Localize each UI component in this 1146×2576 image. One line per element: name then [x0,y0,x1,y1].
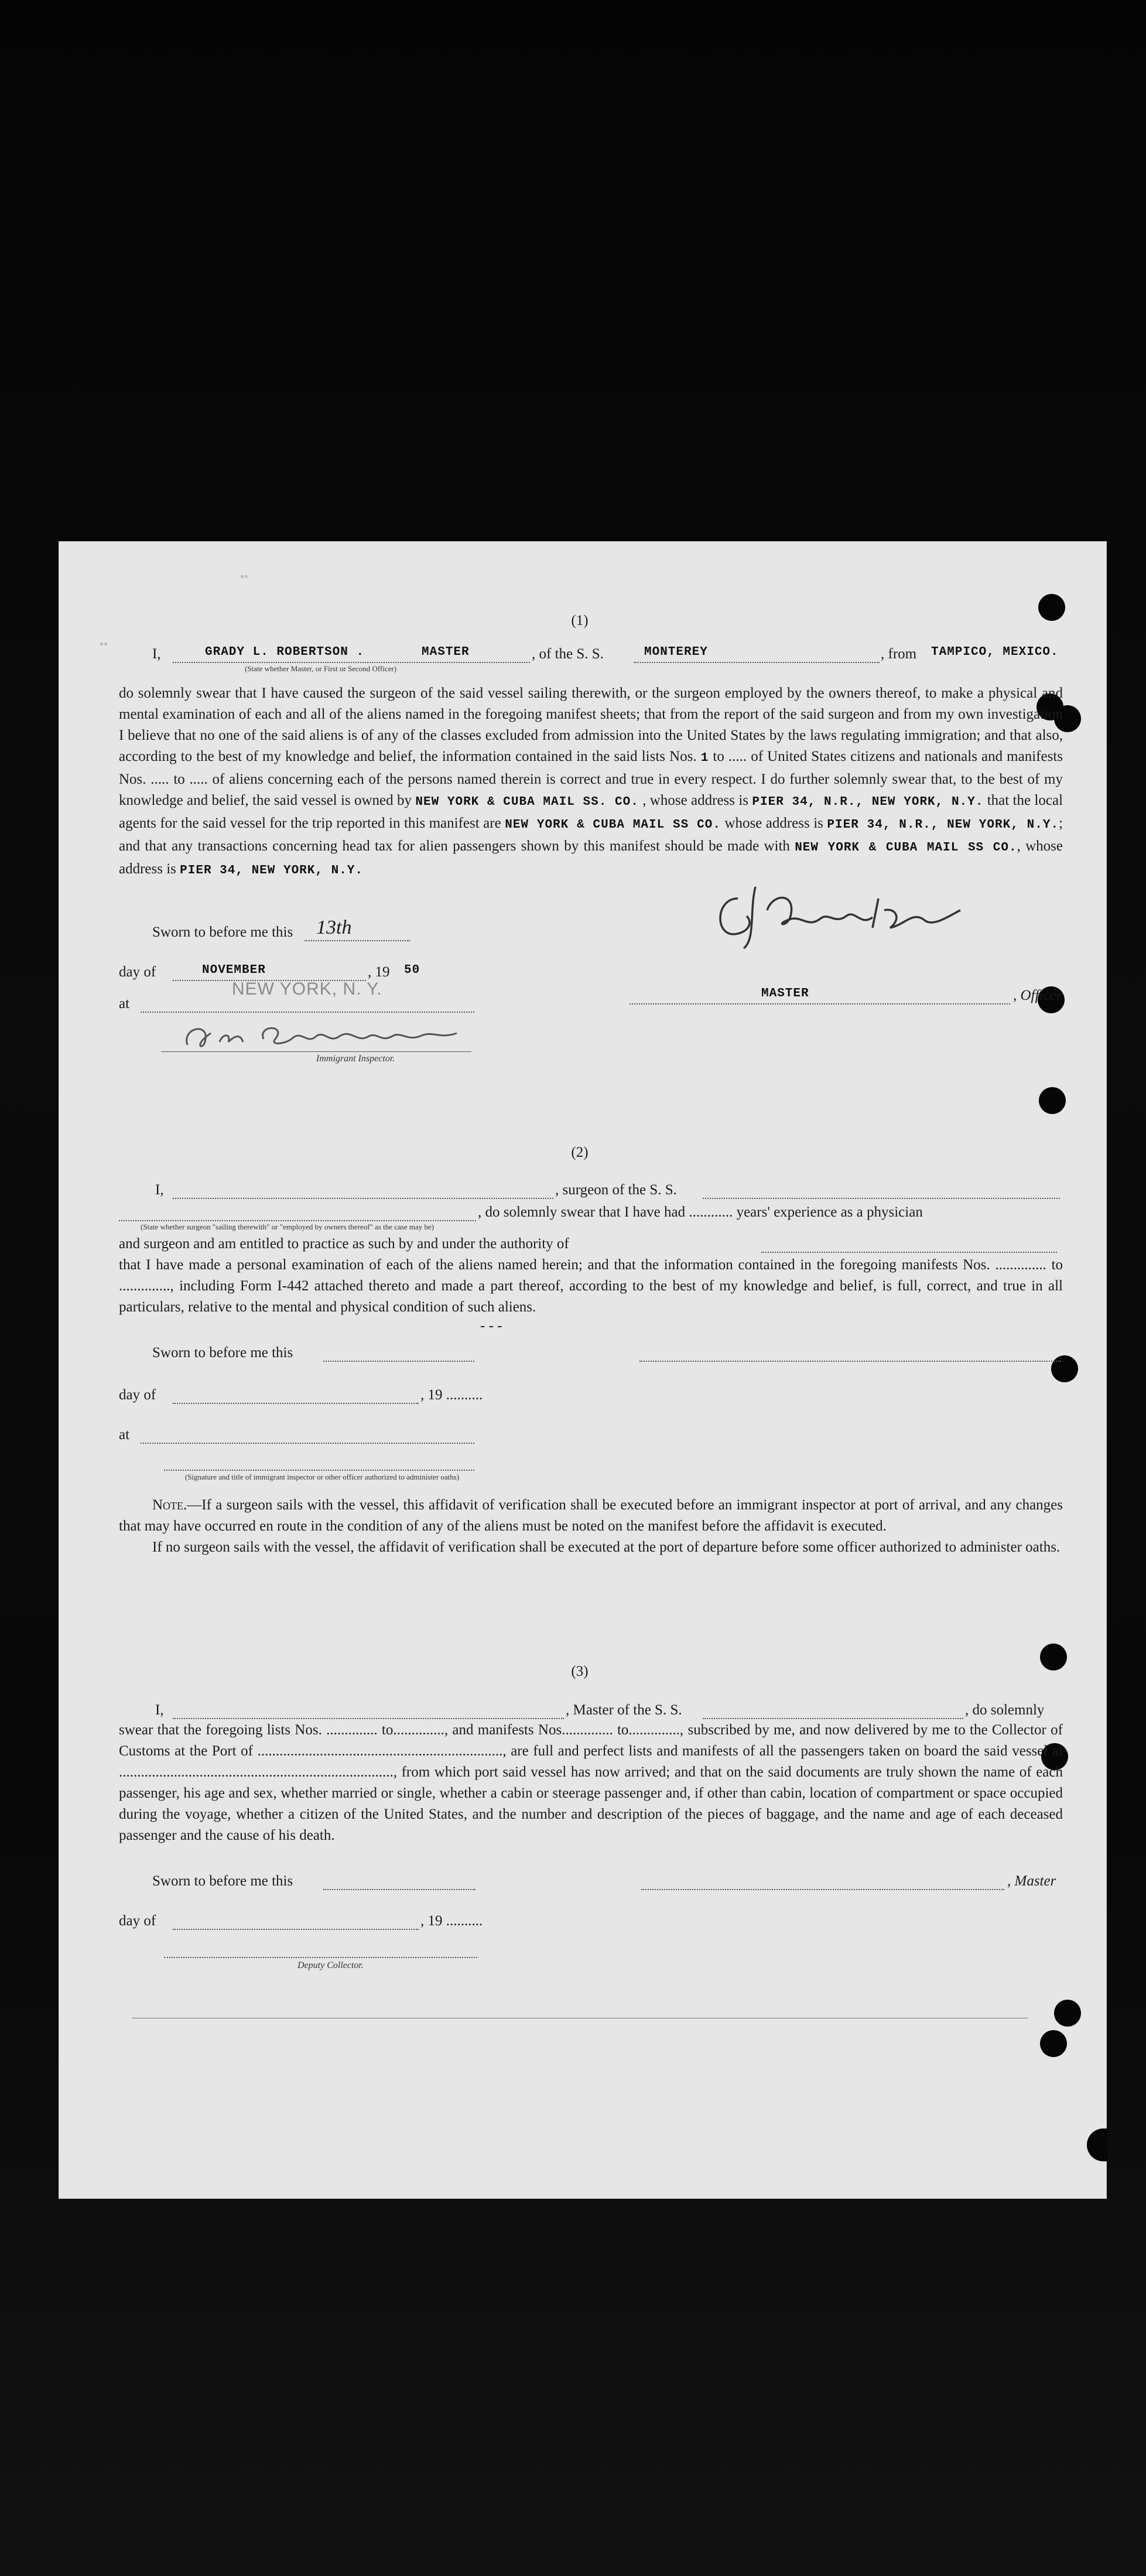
section-3-line1-solemnly: , do solemnly [965,1702,1045,1718]
section-1-body: do solemnly swear that I have caused the surgeon of the said vessel sailing therewith, or the surgeon employed by the owners thereof, to make a physical and mental examination of each and all of the aliens named in the foregoing manifest sheets; that from the report of the said surgeon and from my own investigation I believe that no one of the said aliens is of any of the classes excluded from admission into the United States by the laws regulating immigration; and that also, according to the best of my knowledge and belief, the information contained in the said lists Nos. 1 to ..... of United States citizens and nationals and manifests Nos. ..... to ..... of aliens concerning each of the persons named therein is correct and true in every respect. I do further solemnly swear that, to the best of my knowledge and belief, the said vessel is owned by NEW YORK & CUBA MAIL SS. CO. , whose address is PIER 34, N.R., NEW YORK, N.Y. that the local agents for the said vessel for the trip reported in this manifest are NEW YORK & CUBA MAIL SS CO. whose address is PIER 34, N.R., NEW YORK, N.Y.; and that any transactions concerning head tax for alien passengers shown by this manifest should be made with NEW YORK & CUBA MAIL SS CO., whose address is PIER 34, NEW YORK, N.Y. [119,685,1063,877]
bleed-through-mark: •• [100,638,108,651]
punch-hole [1054,2000,1081,2027]
section-2-signature-line [639,1360,1061,1362]
section-2-sworn-line [323,1360,474,1362]
sworn-day-line [305,939,410,941]
inspector-signature [176,1010,504,1057]
section-3-sworn-line [323,1888,475,1890]
section-3-sworn: Sworn to before me this [152,1873,293,1889]
sworn-day: 13th [316,917,352,938]
month: NOVEMBER [202,964,266,977]
section-2-at: at [119,1427,130,1443]
punch-hole [1040,2030,1067,2057]
section-2-line1-i: I, [155,1182,164,1198]
day-of-label: day of [119,964,156,980]
place-stamp: NEW YORK, N. Y. [232,979,382,999]
officer-line [630,1003,1010,1005]
section-2-sworn: Sworn to before me this [152,1345,293,1361]
from-port: TAMPICO, MEXICO. [931,645,1059,659]
vessel-name: MONTEREY [644,645,708,659]
section-3-line1-i: I, [155,1702,164,1718]
master-signature [703,875,972,957]
section-2-year: , 19 .......... [420,1387,483,1403]
officer-label: , Officer [1013,988,1062,1003]
inspector-label: Immigrant Inspector. [316,1054,395,1064]
section-3-year: , 19 .......... [420,1913,483,1929]
section-1-number: (1) [571,613,589,628]
section-3-day-of: day of [119,1913,156,1929]
section-2-dash: - - - [480,1318,502,1334]
section-3-line1-master: , Master of the S. S. [566,1702,682,1718]
master-title: MASTER [422,645,470,659]
section-3-collector-line [164,1956,477,1958]
surgeon-status-note: (State whether surgeon "sailing therewith" or "employed by owners thereof" as the case may be) [141,1222,435,1231]
sworn-label: Sworn to before me this [152,924,293,940]
section-2-line3: and surgeon and am entitled to practice as such by and under the authority of [119,1236,569,1252]
officer-title: MASTER [761,987,809,1000]
manifest-affidavit-page [59,541,1107,2199]
section-2-line2: , do solemnly swear that I have had ............ years' experience as a physician [478,1204,923,1220]
section-2-month-line [173,1402,419,1404]
section-3-vessel-line [703,1717,963,1719]
bleed-through-mark: •• [240,570,249,583]
year: 50 [404,964,420,977]
year-prefix: , 19 [368,964,390,980]
section-3-master-line [641,1888,1004,1890]
section-2-officer-line [164,1469,474,1471]
section-2-at-line [141,1442,474,1444]
authority-line [761,1251,1057,1253]
section-3-body: swear that the foregoing lists Nos. .............. to.............., and manifests Nos.............. to.............., subscribed by me, and now delivered by me to the Collector of Customs at the Port of ..................................................................., are full and perfect lists and manifests of all the passengers taken on board the said vessel at ..........................................................................., from which port said vessel has now arrived; and that on the said documents are truly shown the name of each passenger, his age and sex, whether married or single, whether a cabin or steerage passenger and, if other than cabin, location of compartment or space occupied during the voyage, whether a citizen of the United States, and the number and description of the pieces of baggage, and the name and age of each deceased passenger and the cause of his death. [119,1722,1063,1843]
punch-hole [1040,1644,1067,1670]
punch-hole [1039,1087,1066,1114]
section-2-number: (2) [571,1144,589,1160]
section-3-master-label: , Master [1007,1873,1056,1889]
from-label: , from [881,646,917,662]
section-3-month-line [173,1928,419,1930]
master-name: GRADY L. ROBERTSON . [205,645,365,659]
section-3-number: (3) [571,1663,589,1679]
punch-hole [1087,2129,1108,2161]
section-2-line1-surgeon: , surgeon of the S. S. [555,1182,677,1198]
section-3-collector-label: Deputy Collector. [297,1960,364,1970]
of-ss-label: , of the S. S. [532,646,604,662]
section-1-opening: I, [152,646,161,662]
section-2-body: that I have made a personal examination of each of the aliens named herein; and that the information contained in the foregoing manifests Nos. .............. to .............., including Form I-442 attached thereto and made a part thereof, according to the best of my knowledge and belief, is full, correct, and true in all particulars, relative to the mental and physical condition of such aliens. [119,1257,1063,1315]
bottom-rule [132,2017,1028,2018]
section-2-note: Note.—If a surgeon sails with the vessel, this affidavit of verification shall be executed before an immigrant inspector at port of arrival, and any changes that may have occurred en route in the condition of any of the aliens must be noted on the manifest before the affidavit is executed. If no surgeon sails with the vessel, the affidavit of verification shall be executed at the port of departure before some officer authorized to administer oaths. [119,1497,1063,1555]
surgeon-name-line [173,1197,553,1199]
surgeon-status-line [119,1219,476,1221]
section-2-officer-note: (Signature and title of immigrant inspector or other officer authorized to administer oaths) [184,1473,460,1481]
inspector-line [161,1051,471,1052]
surgeon-vessel-line [703,1197,1060,1199]
at-label: at [119,996,130,1012]
punch-hole [1051,1355,1078,1382]
punch-hole [1038,594,1065,621]
section-3-master-name-line [173,1717,564,1719]
officer-rank-note: (State whether Master, or First or Second Officer) [245,664,397,673]
section-2-day-of: day of [119,1387,156,1403]
